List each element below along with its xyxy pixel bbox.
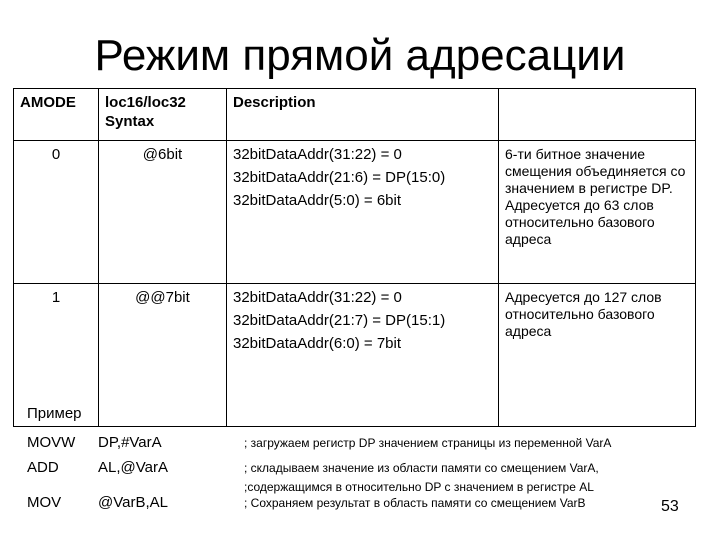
note-text: 6-ти битное значение смещения объединяется со значением в регистре DP. Адресуется до 63 слов относительно базового адреса [505,146,686,247]
code-mnemonic: MOV [27,494,62,511]
code-line [27,459,707,479]
code-operand: @VarB,AL [98,494,168,511]
code-operand: DP,#VarA [98,434,162,451]
note-cell [499,284,696,427]
description-line: 32bitDataAddr(31:22) = 0 [233,146,402,163]
code-line [27,434,707,454]
table-row [14,284,696,427]
syntax-cell: @@7bit [99,284,227,427]
code-mnemonic: MOVW [27,434,76,451]
header-amode: AMODE [14,89,99,141]
syntax-cell: @6bit [99,141,227,284]
code-line [27,494,707,514]
table-header-row [14,89,696,141]
code-comment-continuation: ;содержащимся в относительно DP с значением в регистре AL [244,480,594,494]
note-cell [499,141,696,284]
description-cell [227,284,499,427]
example-label: Пример [27,405,82,422]
amode-cell: 1 [14,284,99,427]
header-syntax: loc16/loc32 Syntax [99,89,227,141]
slide-title: Режим прямой адресации [94,31,626,80]
description-line: 32bitDataAddr(21:7) = DP(15:1) [233,312,446,329]
code-comment: ; Сохраняем результат в область памяти со смещением VarB [244,496,586,510]
description-line: 32bitDataAddr(5:0) = 6bit [233,192,402,209]
description-line: 32bitDataAddr(21:6) = DP(15:0) [233,169,446,186]
description-line: 32bitDataAddr(31:22) = 0 [233,289,402,306]
table-row [14,141,696,284]
page-number: 53 [661,498,679,515]
header-description: Description [227,89,499,141]
code-mnemonic: ADD [27,459,59,476]
description-cell [227,141,499,284]
note-text: Адресуется до 127 слов относительно базового адреса [505,289,662,339]
code-comment: ; загружаем регистр DP значением страницы из переменной VarA [244,436,612,450]
code-operand: AL,@VarA [98,459,168,476]
code-comment: ; складываем значение из области памяти со смещением VarA, [244,461,599,475]
description-line: 32bitDataAddr(6:0) = 7bit [233,335,402,352]
addressing-mode-table [13,88,696,427]
header-note [499,89,696,141]
amode-cell: 0 [14,141,99,284]
